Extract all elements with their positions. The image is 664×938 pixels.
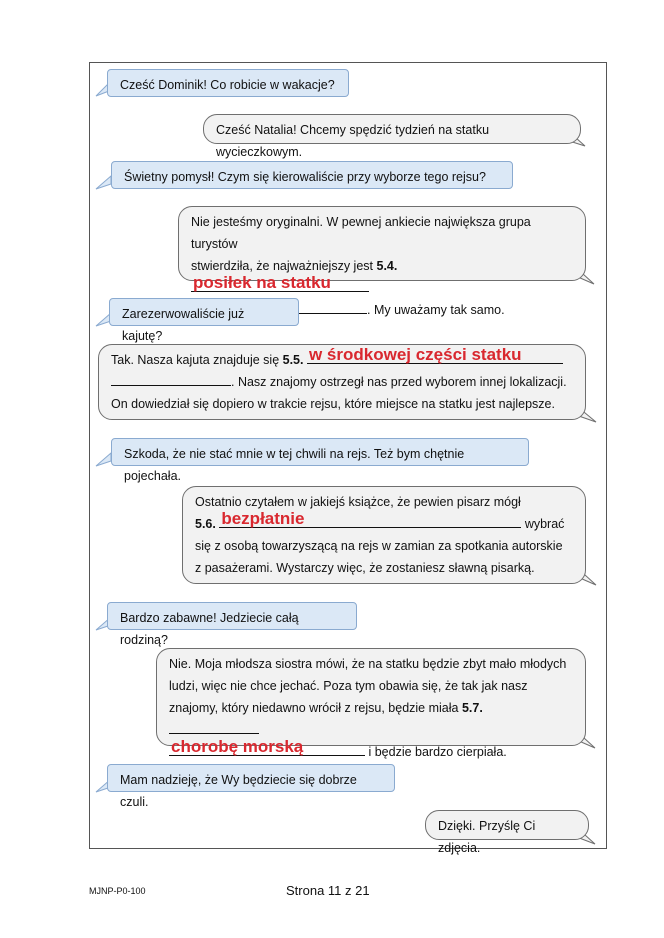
- task-number: 5.6.: [195, 517, 216, 531]
- message-line: [191, 255, 573, 299]
- message-bubble-natalia: [109, 298, 299, 343]
- handwritten-answer: posiłek na statku: [193, 273, 331, 292]
- message-text: wybrać: [521, 517, 565, 531]
- task-number: 5.7.: [461, 701, 483, 715]
- message-line: Nie jesteśmy oryginalni. W pewnej ankiecie największa grupa turystów: [191, 215, 531, 251]
- message-bubble-dominik: [425, 810, 589, 855]
- answer-blank-5-4[interactable]: [191, 273, 369, 292]
- message-bubble-natalia: [107, 602, 357, 647]
- message-text: . Nasz znajomy ostrzegł nas przed wyborem innej lokalizacji.: [231, 375, 567, 389]
- message-text: Dzięki. Przyślę Ci zdjęcia.: [438, 819, 536, 855]
- message-line: [111, 345, 573, 371]
- message-bubble-natalia: [107, 764, 395, 809]
- page-number: Strona 11 z 21: [286, 883, 370, 898]
- message-line: Nie. Moja młodsza siostra mówi, że na statku będzie zbyt mało młodych: [169, 657, 567, 671]
- message-text: Mam nadzieję, że Wy będziecie się dobrze czuli.: [120, 773, 357, 809]
- message-bubble-natalia: [111, 438, 529, 483]
- handwritten-answer: chorobę morską: [171, 737, 304, 756]
- message-line: Ostatnio czytałem w jakiejś książce, że pewien pisarz mógł: [195, 495, 521, 509]
- answer-blank-5-5[interactable]: [307, 345, 563, 364]
- message-bubble-dominik: [156, 648, 586, 759]
- document-code: MJNP-P0-100: [89, 886, 146, 896]
- message-text: Szkoda, że nie stać mnie w tej chwili na rejs. Też bym chętnie pojechała.: [124, 447, 465, 483]
- message-line: [169, 737, 573, 763]
- message-text: znajomy, który niedawno wrócił z rejsu, będzie miała: [169, 701, 462, 715]
- message-bubble-natalia: [111, 161, 513, 189]
- message-line: On dowiedział się dopiero w trakcie rejsu, które miejsce na statku jest najlepsze.: [111, 397, 555, 411]
- answer-blank-5-6[interactable]: [219, 509, 521, 528]
- answer-blank-continuation: [111, 371, 231, 386]
- message-text: Tak. Nasza kajuta znajduje się: [111, 353, 283, 367]
- answer-blank-5-7[interactable]: [169, 719, 259, 734]
- message-bubble-dominik: [203, 114, 581, 159]
- handwritten-answer: bezpłatnie: [221, 509, 305, 528]
- message-text: i będzie bardzo cierpiała.: [365, 745, 507, 759]
- message-text: . My uważamy tak samo.: [367, 303, 505, 317]
- message-bubble-dominik: [182, 486, 586, 584]
- message-text: Zarezerwowaliście już kajutę?: [122, 307, 245, 343]
- message-line: ludzi, więc nie chce jechać. Poza tym obawia się, że tak jak nasz: [169, 679, 528, 693]
- message-text: Cześć Dominik! Co robicie w wakacje?: [120, 78, 335, 92]
- message-line: z pasażerami. Wystarczy więc, że zostaniesz sławną pisarką.: [195, 561, 535, 575]
- message-text: Bardzo zabawne! Jedziecie całą rodziną?: [120, 611, 299, 647]
- task-number: 5.5.: [282, 353, 304, 367]
- message-line: się z osobą towarzyszącą na rejs w zamian za spotkania autorskie: [195, 539, 563, 553]
- message-bubble-dominik: [178, 206, 586, 317]
- message-bubble-natalia: [107, 69, 349, 97]
- message-bubble-dominik: [98, 344, 586, 420]
- task-number: 5.4.: [376, 259, 398, 273]
- answer-blank-continuation[interactable]: [169, 737, 365, 756]
- message-text: stwierdziła, że najważniejszy jest: [191, 259, 377, 273]
- message-text: Cześć Natalia! Chcemy spędzić tydzień na statku wycieczkowym.: [216, 123, 490, 159]
- message-line: [169, 697, 573, 741]
- message-line: [111, 371, 573, 393]
- message-text: Świetny pomysł! Czym się kierowaliście przy wyborze tego rejsu?: [124, 170, 486, 184]
- handwritten-answer: w środkowej części statku: [308, 345, 522, 364]
- message-line: [195, 509, 573, 535]
